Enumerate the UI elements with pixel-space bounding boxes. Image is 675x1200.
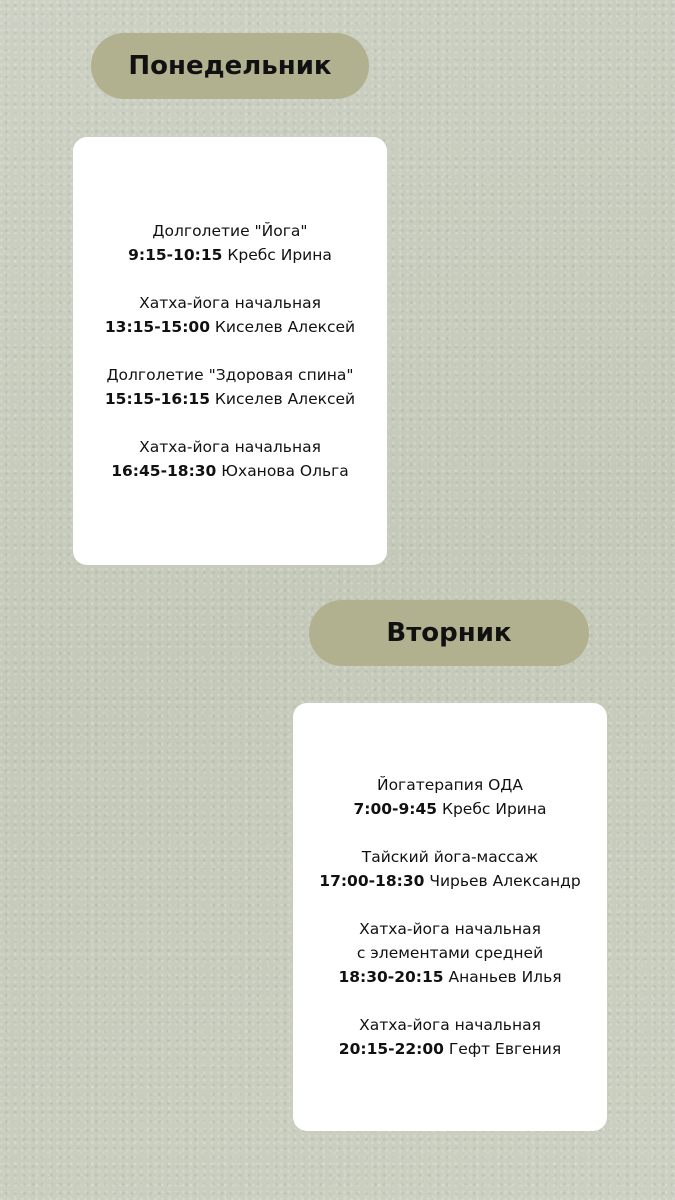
class-time-teacher (319, 869, 580, 893)
class-teacher: Гефт Евгения (448, 1040, 562, 1058)
class-teacher: Кребс Ирина (227, 246, 332, 264)
class-time-teacher (111, 459, 349, 483)
class-teacher: Ананьев Илья (448, 968, 562, 986)
class-entry (353, 773, 546, 821)
class-teacher: Чирьев Александр (429, 872, 581, 890)
class-time-teacher (105, 387, 355, 411)
class-title-subline: с элементами средней (356, 944, 544, 962)
class-entry (111, 435, 349, 483)
class-time: 16:45-18:30 (111, 462, 217, 480)
class-time-teacher (105, 315, 355, 339)
class-title: Хатха-йога начальная (359, 920, 541, 938)
class-time: 9:15-10:15 (128, 246, 223, 264)
class-title: Хатха-йога начальная (359, 1016, 541, 1034)
class-teacher: Киселев Алексей (214, 390, 356, 408)
class-title: Долголетие "Здоровая спина" (106, 366, 354, 384)
class-entry (105, 291, 355, 339)
class-time: 20:15-22:00 (338, 1040, 444, 1058)
class-entry (105, 363, 355, 411)
class-time-teacher (353, 797, 546, 821)
class-teacher: Киселев Алексей (214, 318, 356, 336)
class-teacher: Юханова Ольга (221, 462, 349, 480)
class-time: 17:00-18:30 (319, 872, 425, 890)
class-title: Йогатерапия ОДА (376, 776, 523, 794)
class-title: Тайский йога-массаж (361, 848, 539, 866)
class-title: Долголетие "Йога" (152, 222, 308, 240)
class-teacher: Кребс Ирина (441, 800, 547, 818)
class-title: Хатха-йога начальная (139, 438, 321, 456)
class-entry (338, 917, 561, 989)
class-time: 7:00-9:45 (353, 800, 438, 818)
class-time-teacher (338, 965, 561, 989)
class-title: Хатха-йога начальная (139, 294, 321, 312)
schedule-card-tuesday (293, 703, 607, 1131)
class-time-teacher (339, 1037, 561, 1061)
class-time: 15:15-16:15 (104, 390, 210, 408)
class-entry (339, 1013, 561, 1061)
class-entry (128, 219, 332, 267)
day-label-tuesday: Вторник (309, 600, 589, 666)
class-time: 18:30-20:15 (338, 968, 444, 986)
class-time: 13:15-15:00 (104, 318, 210, 336)
schedule-card-monday (73, 137, 387, 565)
class-time-teacher (128, 243, 332, 267)
day-label-monday: Понедельник (91, 33, 369, 99)
class-entry (319, 845, 580, 893)
